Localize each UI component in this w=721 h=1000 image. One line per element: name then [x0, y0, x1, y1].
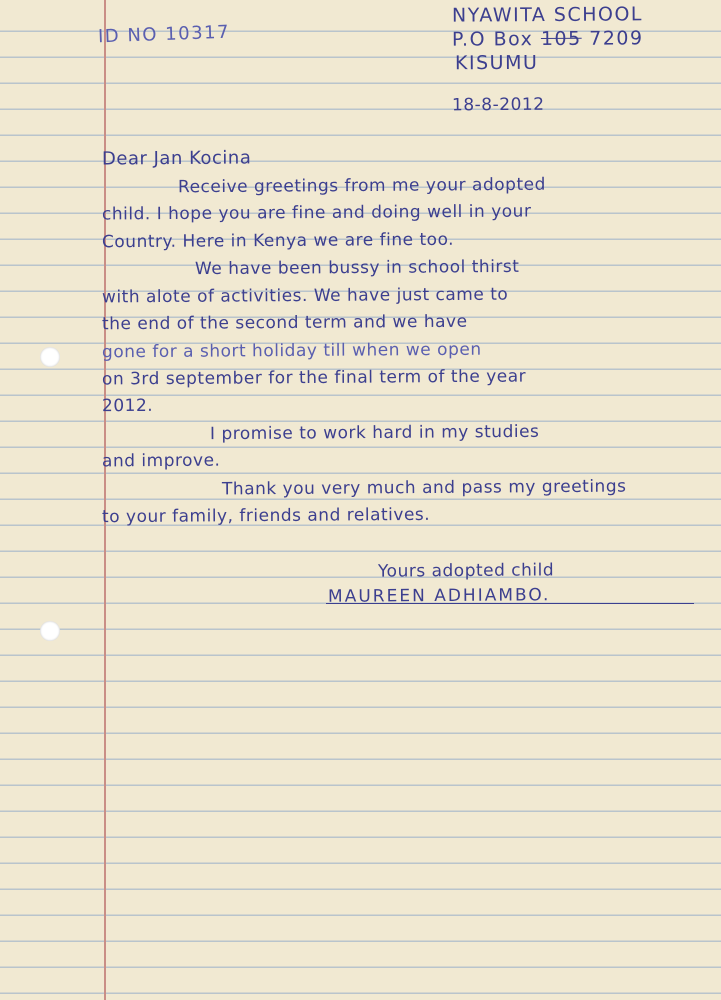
- body-line: Receive greetings from me your adopted: [177, 174, 546, 198]
- body-line: gone for a short holiday till when we open: [101, 339, 482, 363]
- body-line: the end of the second term and we have: [101, 311, 468, 335]
- signature: MAUREEN ADHIAMBO.: [327, 585, 551, 607]
- punch-hole-bottom: [40, 621, 60, 641]
- letter-date: 18-8-2012: [451, 94, 545, 116]
- body-line: to your family, friends and relatives.: [101, 504, 431, 528]
- body-line: child. I hope you are fine and doing well in your: [101, 201, 532, 225]
- po-box-number: 7209: [589, 27, 644, 50]
- body-line: I promise to work hard in my studies: [209, 421, 540, 445]
- body-line: We have been bussy in school thirst: [194, 256, 520, 280]
- school-name: NYAWITA SCHOOL: [451, 3, 644, 27]
- po-box-crossed: 105: [540, 27, 582, 51]
- body-line: Country. Here in Kenya we are fine too.: [101, 229, 455, 253]
- body-line: 2012.: [101, 395, 154, 417]
- city: KISUMU: [454, 51, 539, 75]
- salutation: Dear Jan Kocina: [101, 147, 252, 170]
- body-line: and improve.: [101, 450, 221, 472]
- body-line: Thank you very much and pass my greetings: [221, 476, 627, 500]
- signature-underline: [326, 603, 694, 604]
- punch-hole-top: [40, 347, 60, 367]
- body-line: with alote of activities. We have just came to: [101, 284, 509, 308]
- po-box: [452, 27, 644, 50]
- id-number: ID NO 10317: [97, 21, 231, 48]
- closing: Yours adopted child: [377, 560, 555, 582]
- body-line: on 3rd september for the final term of the year: [101, 366, 527, 390]
- po-box-prefix: P.O Box: [451, 28, 534, 51]
